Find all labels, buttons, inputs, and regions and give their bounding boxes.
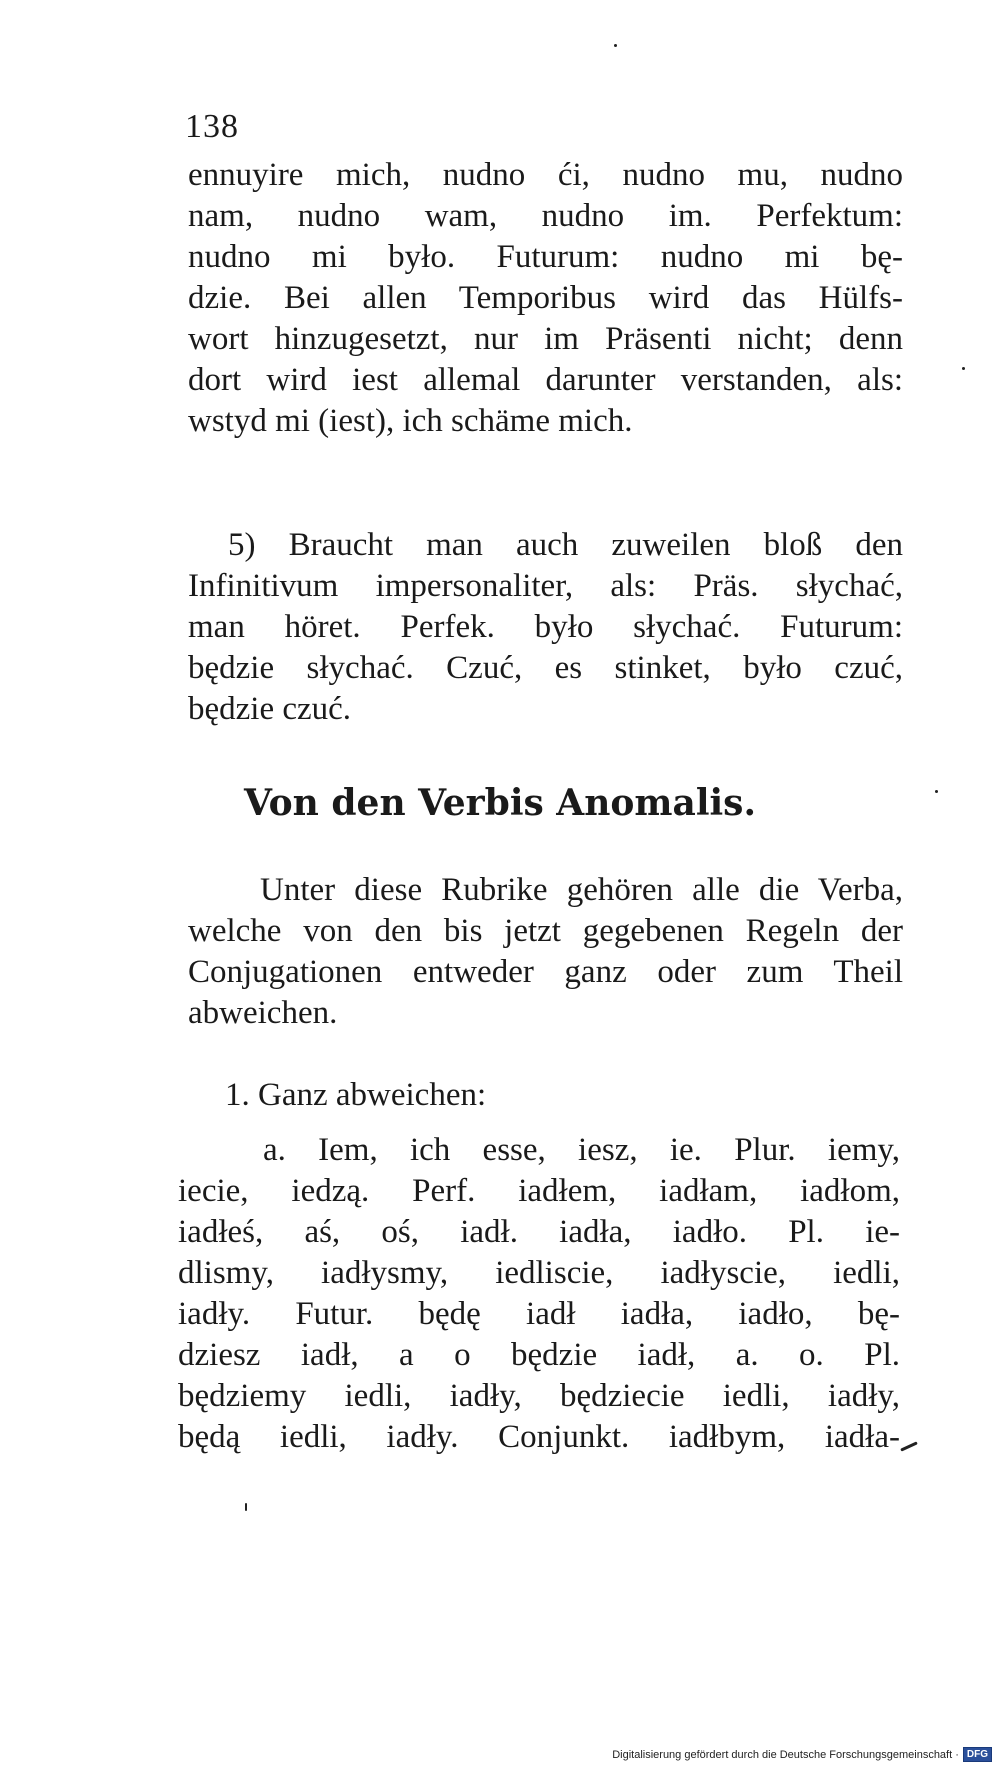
text-line: iadły. Futur. będę iadł iadła, iadło, bę- (178, 1296, 900, 1332)
scan-speck (935, 790, 938, 793)
text-line: dziesz iadł, a o będzie iadł, a. o. Pl. (178, 1337, 900, 1373)
paragraph-4 (178, 1130, 900, 1458)
text-line: ennuyire mich, nudno ći, nudno mu, nudno (188, 157, 903, 193)
text-line: będzie słychać. Czuć, es stinket, było czuć, (188, 650, 903, 686)
credit-text: Digitalisierung gefördert durch die Deutsche Forschungsgemeinschaft · (612, 1748, 959, 1761)
paragraph-3 (188, 870, 903, 1034)
text-line: wort hinzugesetzt, nur im Präsenti nicht; denn (188, 321, 903, 357)
text-line: man höret. Perfek. było słychać. Futurum: (188, 609, 903, 645)
text-line: a. Iem, ich esse, iesz, ie. Plur. iemy, (263, 1132, 900, 1168)
scan-speck (245, 1503, 247, 1511)
text-line: dort wird iest allemal darunter verstanden, als: (188, 362, 903, 398)
text-line: będzie czuć. (188, 691, 352, 727)
paragraph-2 (188, 525, 903, 730)
item-1-label (225, 1075, 725, 1116)
text-line: Conjugationen entweder ganz oder zum Theil (188, 954, 903, 990)
digitization-credit (612, 1747, 992, 1762)
text-line: abweichen. (188, 995, 338, 1031)
section-heading: Von den Verbis Anomalis. (244, 782, 756, 824)
text-line: Unter diese Rubrike gehören alle die Verba, (260, 872, 903, 908)
paragraph-1 (188, 155, 903, 442)
dfg-logo: DFG (963, 1747, 992, 1762)
page-number: 138 (185, 108, 239, 145)
scan-speck (962, 367, 965, 370)
text-line: wstyd mi (iest), ich schäme mich. (188, 403, 633, 439)
text-line: 1. Ganz abweichen: (225, 1077, 487, 1113)
text-line: będziemy iedli, iadły, będziecie iedli, iadły, (178, 1378, 900, 1414)
text-line: będą iedli, iadły. Conjunkt. iadłbym, iadła- (178, 1419, 900, 1455)
text-line: dzie. Bei allen Temporibus wird das Hülfs- (188, 280, 903, 316)
text-line: Infinitivum impersonaliter, als: Präs. słychać, (188, 568, 903, 604)
text-line: nudno mi było. Futurum: nudno mi bę- (188, 239, 903, 275)
scan-mark (900, 1441, 918, 1451)
text-line: iecie, iedzą. Perf. iadłem, iadłam, iadłom, (178, 1173, 900, 1209)
text-line: dlismy, iadłysmy, iedliscie, iadłyscie, iedli, (178, 1255, 900, 1291)
text-line: 5) Braucht man auch zuweilen bloß den (228, 527, 903, 563)
text-line: iadłeś, aś, oś, iadł. iadła, iadło. Pl. ie- (178, 1214, 900, 1250)
text-line: welche von den bis jetzt gegebenen Regeln der (188, 913, 903, 949)
scan-speck (614, 44, 617, 47)
text-line: nam, nudno wam, nudno im. Perfektum: (188, 198, 903, 234)
